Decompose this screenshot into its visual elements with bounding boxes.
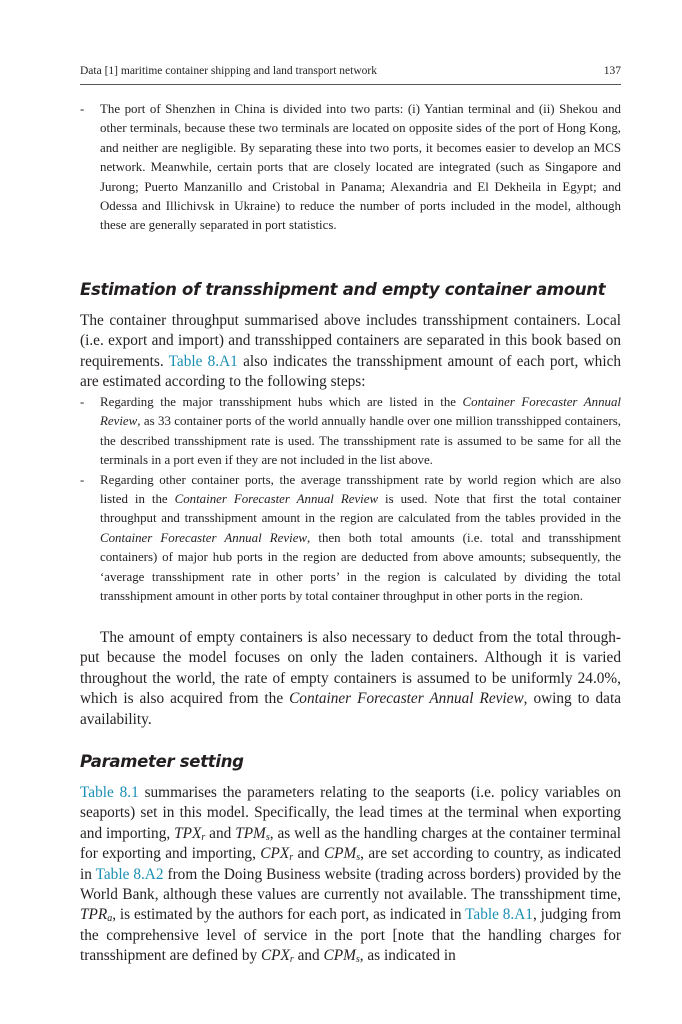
running-head xyxy=(80,64,621,78)
section-heading-parameter-setting: Parameter setting xyxy=(80,752,244,771)
list-dash: - xyxy=(80,472,85,487)
paragraph-text: also indicates the transshipment amount of each port, which are estimated according to the following steps: xyxy=(80,352,622,391)
list-item-text: Regarding other container ports, the average transshipment rate by world region which are also listed in the xyxy=(100,472,621,507)
paragraph-text: , as well as the handling charges at the container terminal for exporting and importing, xyxy=(80,824,621,863)
list-item xyxy=(80,100,621,236)
list-item-text: , then both total amounts (i.e. total and transshipment containers) of major hub ports in the region are deducted from above amounts; subsequently, the ‘average transshipment rate in other ports’ in the region is calculated by dividing the total transshipment amount in other ports by total container throughput in other ports in the region. xyxy=(100,530,621,604)
section-heading-transshipment: Estimation of transshipment and empty container amount xyxy=(80,280,606,299)
book-title: Container Forecaster Annual Review xyxy=(100,530,308,545)
paragraph-text: and xyxy=(293,845,324,863)
paragraph-text: , as indicated in xyxy=(359,947,456,965)
variable-cpm: CPM xyxy=(323,845,357,863)
table-8a1-link[interactable]: Table 8.A1 xyxy=(168,352,238,370)
book-title: Container Forecaster Annual Review xyxy=(100,395,621,429)
list-item-text: The port of Shenzhen in China is divided into two parts: (i) Yantian terminal and (ii) Shekou and other terminals, because these two terminals are located on opposite sides of the port of Hong Kong, and neither are negligible. By separating these into two ports, it becomes easier to develop an MCS network. Meanwhile, certain ports that are closely located are integrated (such as Singapore and Jurong; Puerto Manzanillo and Cristobal in Panama; Alexandria and El Dekheila in Egypt; and Odessa and Illichivsk in Ukraine) to reduce the number of ports included in the model, although these are generally separated in port statistics. xyxy=(100,102,621,233)
paragraph-text: from the Doing Business website (trading across borders) provided by the World Bank, although these values are currently not available. The transshipment time, xyxy=(80,865,622,904)
paragraph-text: , judging from the comprehensive level of service in the port [note that the handling charges for transshipment are defined by xyxy=(80,906,622,965)
paragraph-empty-containers xyxy=(80,628,621,730)
variable-tpm: TPM xyxy=(235,824,266,842)
table-8a2-link[interactable]: Table 8.A2 xyxy=(95,865,164,883)
paragraph-text: The container throughput summarised above includes transshipment containers. Local (i.e. export and import) and transshipped containers are separated in this book based on requirements. xyxy=(80,312,621,370)
port-notes-list xyxy=(80,100,621,236)
page-number: 137 xyxy=(603,65,621,77)
list-item-text: is used. Note that first the total container throughput and transshipment amount in the region are calculated from the tables provided in the xyxy=(100,492,621,526)
list-item-text: , as 33 container ports of the world annually handle over one million transshipped containers, the described transshipment rate is used. The transshipment rate is assumed to be same for all the terminals in a port even if they are not included in the list above. xyxy=(100,414,621,468)
paragraph-parameter-setting xyxy=(80,783,621,967)
paragraph-text: summarises the parameters relating to the seaports (i.e. policy variables on seaports) set in this model. Specifically, the lead times at the terminal when exporting and importing, xyxy=(80,784,621,842)
list-dash: - xyxy=(80,395,85,409)
subscript: a xyxy=(107,913,113,925)
subscript: s xyxy=(355,954,360,966)
header-divider xyxy=(80,84,621,85)
subscript: r xyxy=(289,852,294,864)
table-8-1-link[interactable]: Table 8.1 xyxy=(80,784,139,801)
subscript: r xyxy=(201,831,206,843)
paragraph-text: The amount of empty containers is also necessary to deduct from the total throughput because the model focuses on only the laden containers. Although it is varied throughout the world, the rate of empty containers is assumed to be uniformly 24.0%, which is also acquired from the xyxy=(80,629,621,708)
variable-cpm: CPM xyxy=(323,947,356,965)
list-item-text: Regarding the major transshipment hubs which are listed in the xyxy=(100,395,463,409)
book-title: Container Forecaster Annual Review xyxy=(289,690,524,708)
subscript: s xyxy=(356,852,361,864)
table-8a1-link[interactable]: Table 8.A1 xyxy=(465,906,533,924)
running-head-title: Data [1] maritime container shipping and land transport network xyxy=(80,65,377,77)
variable-cpx: CPX xyxy=(260,947,290,965)
paragraph-text: and xyxy=(293,947,324,965)
variable-cpx: CPX xyxy=(260,845,290,863)
paragraph-text: , owing to data availability. xyxy=(80,690,621,728)
list-item xyxy=(80,393,621,471)
paragraph-text: and xyxy=(205,824,236,842)
paragraph-text: , is estimated by the authors for each port, as indicated in xyxy=(112,906,466,924)
subscript: r xyxy=(289,954,294,966)
paragraph-text: , are set according to country, as indicated in xyxy=(80,845,621,883)
list-item xyxy=(80,471,621,607)
paragraph-transshipment-intro xyxy=(80,311,621,393)
subscript: s xyxy=(265,831,270,843)
list-dash: - xyxy=(80,102,85,116)
variable-tpr: TPR xyxy=(80,906,108,924)
book-title: Container Forecaster Annual Review xyxy=(174,492,379,507)
transshipment-steps-list xyxy=(80,393,621,606)
variable-tpx: TPX xyxy=(174,824,202,842)
